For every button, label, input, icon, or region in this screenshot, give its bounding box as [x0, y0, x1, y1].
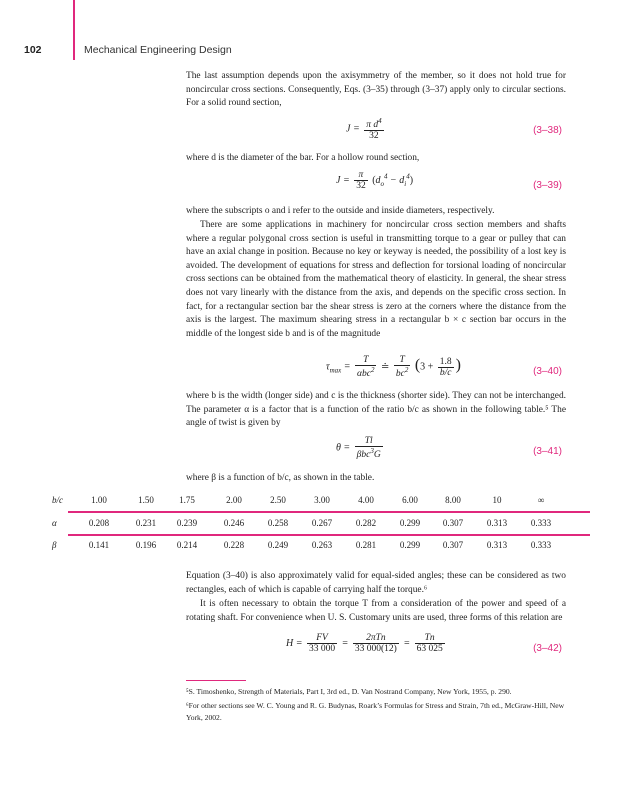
eq41-math: θ = $\frac{Tl}{\beta bc^3G}$ — [336, 436, 381, 461]
table-cell-beta: 0.228 — [223, 540, 245, 550]
row-label-alpha: α — [52, 518, 57, 528]
table-cell-bc: 1.50 — [138, 495, 154, 505]
eq38-number: (3–38) — [533, 125, 562, 136]
table-cell-beta: 0.141 — [88, 540, 110, 550]
table-cell-alpha: 0.333 — [530, 518, 552, 528]
row-label-beta: β — [52, 540, 57, 550]
table-cell-alpha: 0.231 — [135, 518, 157, 528]
eq42-number: (3–42) — [533, 643, 562, 654]
eq39-number: (3–39) — [533, 180, 562, 191]
table-cell-bc: ∞ — [537, 495, 545, 505]
paragraph-6: where β is a function of b/c, as shown in the table. — [186, 473, 375, 483]
equation-3-40 — [186, 355, 566, 389]
table-cell-alpha: 0.307 — [442, 518, 464, 528]
table-cell-beta: 0.313 — [486, 540, 508, 550]
eq41-number: (3–41) — [533, 446, 562, 457]
table-cell-alpha: 0.299 — [399, 518, 421, 528]
table-cell-alpha: 0.313 — [486, 518, 508, 528]
table-cell-bc: 2.00 — [226, 495, 242, 505]
table-cell-alpha: 0.267 — [311, 518, 333, 528]
page-number: 102 — [24, 44, 42, 56]
row-label-bc: b/c — [52, 495, 63, 505]
table-cell-bc: 3.00 — [314, 495, 330, 505]
paragraph-2: where d is the diameter of the bar. For a hollow round section, — [186, 153, 420, 163]
table-rule-1 — [68, 511, 590, 513]
table-cell-beta: 0.333 — [530, 540, 552, 550]
table-cell-bc: 1.75 — [179, 495, 195, 505]
paragraph-7: Equation (3–40) is also approximately valid for equal-sided angles; these can be considered as two rectangles, each of which is capable of carrying half the torque.⁶ — [186, 571, 566, 595]
table-cell-alpha: 0.246 — [223, 518, 245, 528]
margin-rule — [73, 0, 75, 60]
paragraph-5: where b is the width (longer side) and c is the thickness (shorter side). They can not be interchanged. The parameter α is a factor that is a function of the ratio b/c as shown in the following table.⁵ The angle of twist is given by — [186, 391, 566, 429]
running-title: Mechanical Engineering Design — [84, 44, 232, 56]
table-cell-beta: 0.307 — [442, 540, 464, 550]
equation-3-42 — [186, 633, 566, 665]
table-cell-beta: 0.281 — [355, 540, 377, 550]
table-cell-bc: 8.00 — [445, 495, 461, 505]
paragraph-8: It is often necessary to obtain the torque T from a consideration of the power and speed of a rotating shaft. For convenience when U. S. Customary units are used, three forms of this relation are — [186, 599, 566, 623]
paragraph-4: There are some applications in machinery for noncircular cross section members and shafts where a regular polygonal cross section is useful in transmitting torque to a gear or pulley that can have an axial change in position. Because no key or keyway is needed, the possibility of a lost key is avoided. The development of equations for stress and deflection for torsional loading of noncircular cross sections can be obtained from the mathematical theory of elasticity. In general, the shear stress does not vary linearly with the distance from the axis, and depends on the specific cross section. In fact, for a rectangular section bar the shear stress is zero at the corners where the distance from the axis is the largest. The maximum shearing stress in a rectangular b × c section bar occurs in the middle of the longest side b and is of the magnitude — [186, 220, 566, 339]
equation-3-38 — [186, 117, 566, 147]
table-cell-beta: 0.214 — [176, 540, 198, 550]
table-cell-bc: 2.50 — [270, 495, 286, 505]
eq40-math: $\tau_{max}$ = $\frac{T}{\alpha bc^2}$ ≐ $\frac{T}{bc^2}$ (3 + $\frac{1.8}{b/c}$ ) — [326, 355, 461, 380]
table-cell-bc: 10 — [492, 495, 502, 505]
eq40-number: (3–40) — [533, 366, 562, 377]
table-cell-bc: 4.00 — [358, 495, 374, 505]
footnote-rule — [186, 680, 246, 681]
table-cell-alpha: 0.258 — [267, 518, 289, 528]
table-cell-beta: 0.249 — [267, 540, 289, 550]
table-rule-2 — [68, 534, 590, 536]
table-cell-bc: 6.00 — [402, 495, 418, 505]
eq42-math: H = $\frac{FV}{33 000}$ = $\frac{\text{2πTn}}{33 000(12)}$ = $\frac{Tn}{63 025}$ — [286, 633, 443, 654]
table-cell-beta: 0.299 — [399, 540, 421, 550]
paragraph-1: The last assumption depends upon the axisymmetry of the member, so it does not hold true for noncircular cross sections. Consequently, Eqs. (3–35) through (3–37) apply only to circular sections. For a solid round section, — [186, 71, 566, 109]
table-cell-beta: 0.196 — [135, 540, 157, 550]
eq38-math: J = $\frac{\pi d^4}{32}$ — [346, 117, 382, 142]
eq39-math: J = $\frac{\pi}{32}$ $(d_o^4 - d_i^4)$ — [336, 170, 414, 191]
table-cell-alpha: 0.208 — [88, 518, 110, 528]
equation-3-39 — [186, 168, 566, 200]
footnote-5: ⁵S. Timoshenko, Strength of Materials, Part I, 3rd ed., D. Van Nostrand Company, New York, 1955, p. 290. — [186, 687, 512, 696]
table-cell-bc: 1.00 — [91, 495, 107, 505]
table-cell-beta: 0.263 — [311, 540, 333, 550]
footnote-6: ⁶For other sections see W. C. Young and R. G. Budynas, Roark’s Formulas for Stress and Strain, 7th ed., McGraw-Hill, New York, 2002. — [186, 701, 565, 722]
paragraph-3: where the subscripts o and i refer to the outside and inside diameters, respectively. — [186, 206, 495, 216]
equation-3-41 — [186, 436, 566, 468]
table-cell-alpha: 0.239 — [176, 518, 198, 528]
table-cell-alpha: 0.282 — [355, 518, 377, 528]
